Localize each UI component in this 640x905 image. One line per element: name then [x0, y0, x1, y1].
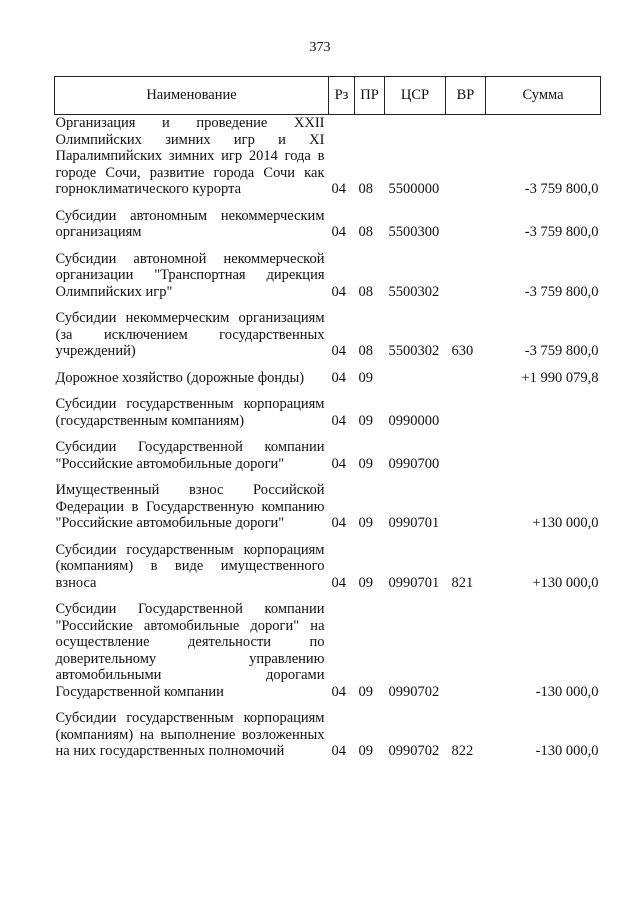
- cell-pr: 09: [358, 455, 373, 472]
- cell-sum: -130 000,0: [535, 683, 599, 700]
- header-rz: Рз: [329, 77, 355, 115]
- table-body: [55, 115, 601, 770]
- cell-sum: +130 000,0: [532, 515, 599, 531]
- page-number: 373: [309, 40, 331, 55]
- table-row: [55, 251, 601, 311]
- cell-csr: 0990701: [388, 515, 440, 531]
- cell-rz: 04: [331, 283, 346, 300]
- cell-csr: 0990701: [388, 574, 440, 591]
- cell-pr: 09: [358, 369, 373, 386]
- cell-name: Субсидии автономной некоммерческой организации "Транспортная дирекция Олимпийских игр": [55, 250, 325, 300]
- cell-vr: [446, 439, 486, 482]
- cell-rz: 04: [331, 515, 346, 531]
- table-row: [55, 439, 601, 482]
- header-name: Наименование: [55, 77, 329, 115]
- cell-rz: 04: [331, 224, 346, 240]
- cell-vr: [446, 396, 486, 439]
- table-row: [55, 542, 601, 602]
- cell-sum: -3 759 800,0: [524, 181, 599, 197]
- cell-rz: 04: [331, 343, 346, 359]
- cell-pr: 09: [358, 683, 373, 700]
- cell-vr: [446, 370, 486, 397]
- cell-rz: 04: [331, 369, 346, 386]
- cell-rz: 04: [331, 181, 346, 197]
- cell-name: Субсидии государственным корпорациям (компаниям) на выполнение возложенных на них государственных полномочий: [55, 710, 325, 759]
- table-row: [55, 482, 601, 542]
- cell-csr: 5500302: [388, 283, 440, 300]
- table-row: [55, 208, 601, 251]
- cell-vr: 630: [451, 343, 474, 359]
- table-row: [55, 310, 601, 370]
- cell-name: Организация и проведение XXII Олимпийских зимних игр и XI Паралимпийских зимних игр 2014 года в городе Сочи, развитие города Сочи как горноклиматического курорта: [55, 115, 325, 197]
- table-header: [55, 77, 601, 115]
- cell-name: Субсидии государственным корпорациям (компаниям) в виде имущественного взноса: [55, 541, 325, 591]
- header-csr: ЦСР: [385, 77, 446, 115]
- cell-csr: 0990700: [388, 455, 440, 472]
- header-vr: ВР: [446, 77, 486, 115]
- cell-pr: 08: [358, 224, 373, 240]
- cell-csr: 0990702: [388, 743, 440, 759]
- cell-csr: 0990702: [388, 683, 440, 700]
- cell-name: Субсидии некоммерческим организациям (за исключением государственных учреждений): [55, 310, 325, 359]
- cell-vr: 822: [451, 743, 474, 759]
- cell-sum: -3 759 800,0: [524, 283, 599, 300]
- cell-sum: [486, 396, 601, 439]
- budget-table: [54, 76, 601, 770]
- cell-vr: [446, 601, 486, 710]
- cell-pr: 09: [358, 743, 373, 759]
- header-sum: Сумма: [486, 77, 601, 115]
- cell-csr: 5500000: [388, 181, 440, 197]
- table-row: [55, 396, 601, 439]
- table-row: [55, 115, 601, 208]
- cell-name: Субсидии Государственной компании "Российские автомобильные дороги": [55, 439, 325, 472]
- cell-sum: [486, 439, 601, 482]
- cell-name: Имущественный взнос Российской Федерации в Государственную компанию "Российские автомобильные дороги": [55, 482, 325, 531]
- cell-name: Субсидии автономным некоммерческим организациям: [55, 207, 325, 240]
- table-row: [55, 601, 601, 710]
- cell-rz: 04: [331, 412, 346, 429]
- cell-rz: 04: [331, 683, 346, 700]
- cell-name: Субсидии Государственной компании "Российские автомобильные дороги" на осуществление деятельности по доверительному управлению автомобильными дорогами Государственной компании: [55, 601, 325, 700]
- cell-pr: 09: [358, 515, 373, 531]
- cell-vr: 821: [451, 574, 474, 591]
- cell-sum: +130 000,0: [532, 574, 599, 591]
- cell-rz: 04: [331, 574, 346, 591]
- cell-pr: 08: [358, 181, 373, 197]
- cell-sum: +1 990 079,8: [521, 369, 599, 386]
- cell-vr: [446, 115, 486, 208]
- cell-pr: 08: [358, 343, 373, 359]
- cell-vr: [446, 208, 486, 251]
- table-row: [55, 370, 601, 397]
- cell-csr: 0990000: [388, 412, 440, 429]
- cell-sum: -130 000,0: [535, 743, 599, 759]
- cell-sum: -3 759 800,0: [524, 224, 599, 240]
- cell-name: Дорожное хозяйство (дорожные фонды): [55, 369, 305, 386]
- cell-rz: 04: [331, 455, 346, 472]
- cell-vr: [446, 251, 486, 311]
- table-row: [55, 710, 601, 770]
- cell-pr: 09: [358, 412, 373, 429]
- cell-vr: [446, 482, 486, 542]
- cell-pr: 09: [358, 574, 373, 591]
- cell-name: Субсидии государственным корпорациям (государственным компаниям): [55, 396, 325, 429]
- cell-sum: -3 759 800,0: [524, 343, 599, 359]
- cell-csr: [385, 370, 446, 397]
- cell-csr: 5500300: [388, 224, 440, 240]
- cell-pr: 08: [358, 283, 373, 300]
- cell-rz: 04: [331, 743, 346, 759]
- cell-csr: 5500302: [388, 343, 440, 359]
- header-pr: ПР: [355, 77, 385, 115]
